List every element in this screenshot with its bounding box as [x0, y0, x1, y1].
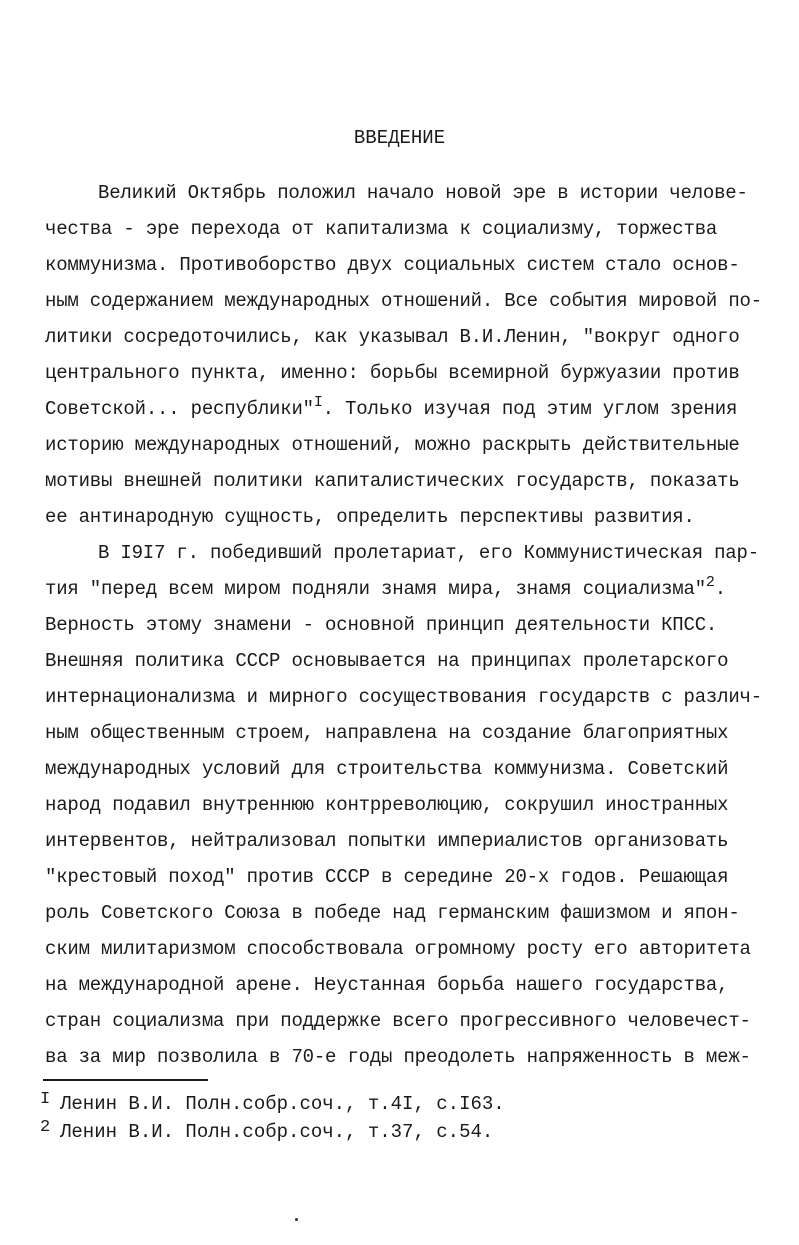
main-text [45, 175, 762, 1075]
text-line: ским милитаризмом способствовала огромному росту его авторитета [45, 938, 751, 960]
footnote-ref: I [313, 394, 323, 411]
text-line: чества - эре перехода от капитализма к социализму, торжества [45, 218, 718, 240]
scan-speck [295, 1218, 298, 1221]
text-line: Внешняя политика СССР основывается на принципах пролетарского [45, 650, 729, 672]
text-line: мотивы внешней политики капиталистических государств, показать [45, 470, 740, 492]
text-line: на международной арене. Неустанная борьба нашего государства, [45, 974, 729, 996]
text-line: роль Советского Союза в победе над германским фашизмом и япон- [45, 902, 740, 924]
text-line: литики сосредоточились, как указывал В.И.Ленин, "вокруг одного [45, 326, 740, 348]
text-line: Советской... республики"$^I$. Только изучая под этим углом зрения [45, 394, 738, 420]
footnote: I Ленин В.И. Полн.собр.соч., т.4I, с.I63. [40, 1090, 505, 1115]
text-line: Великий Октябрь положил начало новой эре в истории челове- [98, 182, 748, 204]
text-line: ее антинародную сущность, определить перспективы развития. [45, 506, 695, 528]
text-line: стран социализма при поддержке всего прогрессивного человечест- [45, 1010, 751, 1032]
text-line: центрального пункта, именно: борьбы всемирной буржуазии против [45, 362, 740, 384]
text-line: ным содержанием международных отношений. Все события мировой по- [45, 290, 762, 312]
text-line: ва за мир позволила в 70-е годы преодолеть напряженность в меж- [45, 1046, 751, 1068]
text-line: В I9I7 г. победивший пролетариат, его Коммунистическая пар- [98, 542, 759, 564]
text-line: тия "перед всем миром подняли знамя мира, знамя социализма"$^2$. [45, 574, 726, 600]
text-line: международных условий для строительства коммунизма. Советский [45, 758, 729, 780]
footnote-divider [43, 1079, 208, 1081]
footnotes [40, 1090, 740, 1146]
text-line: интернационализма и мирного сосуществования государств с различ- [45, 686, 762, 708]
text-line: народ подавил внутреннюю контрреволюцию, сокрушил иностранных [45, 794, 729, 816]
footnote-ref: 2 [705, 574, 715, 591]
text-line: ным общественным строем, направлена на создание благоприятных [45, 722, 729, 744]
footnote: 2 Ленин В.И. Полн.собр.соч., т.37, с.54. [40, 1118, 494, 1143]
page-title: ВВЕДЕНИЕ [353, 127, 446, 149]
text-line: Верность этому знамени - основной принцип деятельности КПСС. [45, 614, 718, 636]
text-line: интервентов, нейтрализовал попытки империалистов организовать [45, 830, 729, 852]
text-line: историю международных отношений, можно раскрыть действительные [45, 434, 740, 456]
text-line: коммунизма. Противоборство двух социальных систем стало основ- [45, 254, 740, 276]
text-line: "крестовый поход" против СССР в середине 20-х годов. Решающая [45, 866, 729, 888]
